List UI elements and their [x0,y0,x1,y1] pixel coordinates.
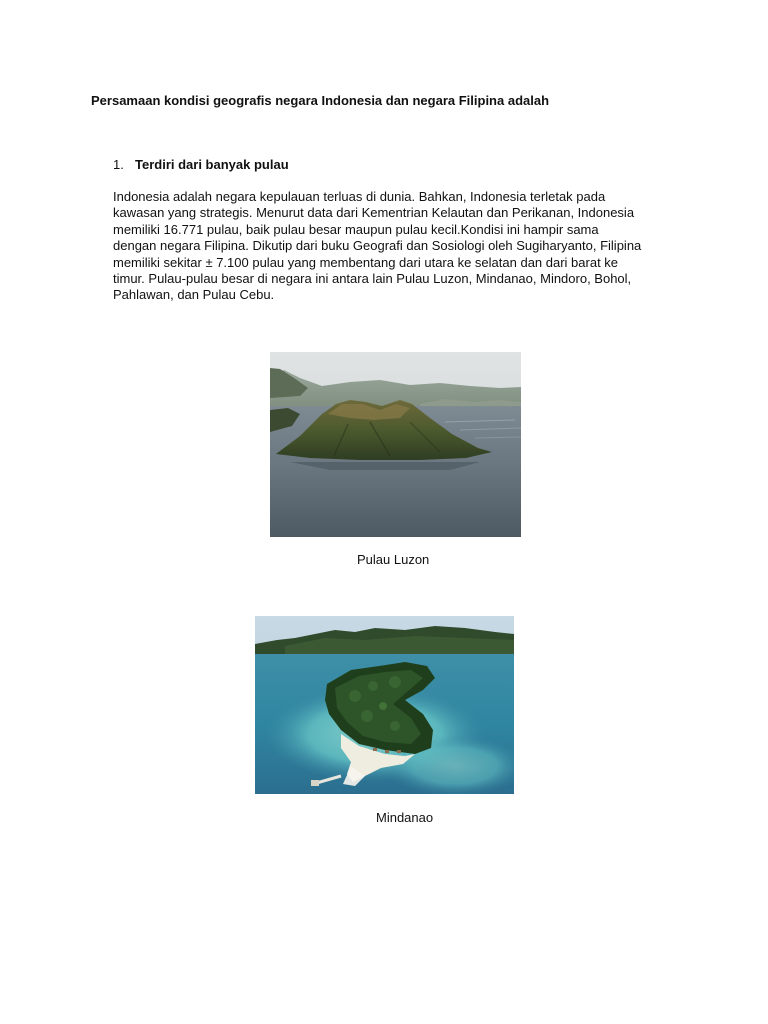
paragraph-line: memiliki 16.771 pulau, baik pulau besar maupun pulau kecil.Kondisi ini hampir sama [113,221,599,237]
body-paragraph [113,189,678,304]
section-heading [113,157,289,172]
paragraph-line: memiliki sekitar ± 7.100 pulau yang membentang dari utara ke selatan dan dari barat ke [113,254,619,270]
page-title: Persamaan kondisi geografis negara Indonesia dan negara Filipina adalah [91,93,550,108]
figure-caption-luzon: Pulau Luzon [357,552,430,567]
section-number: 1. [113,157,124,172]
paragraph-line: dengan negara Filipina. Dikutip dari buku Geografi dan Sosiologi oleh Sugiharyanto, Filipina [113,238,642,254]
paragraph-line: kawasan yang strategis. Menurut data dari Kementrian Kelautan dan Perikanan, Indonesia [113,205,635,221]
paragraph-line: Indonesia adalah negara kepulauan terluas di dunia. Bahkan, Indonesia terletak pada [113,189,606,204]
tropical-island-aerial-photo [255,616,514,794]
paragraph-line: Pahlawan, dan Pulau Cebu. [113,287,275,303]
paragraph-line: timur. Pulau-pulau besar di negara ini antara lain Pulau Luzon, Mindanao, Mindoro, Bohol, [113,271,632,287]
figure-caption-mindanao: Mindanao [376,810,434,825]
volcanic-island-photo [270,352,521,537]
section-heading-text: Terdiri dari banyak pulau [135,157,289,172]
